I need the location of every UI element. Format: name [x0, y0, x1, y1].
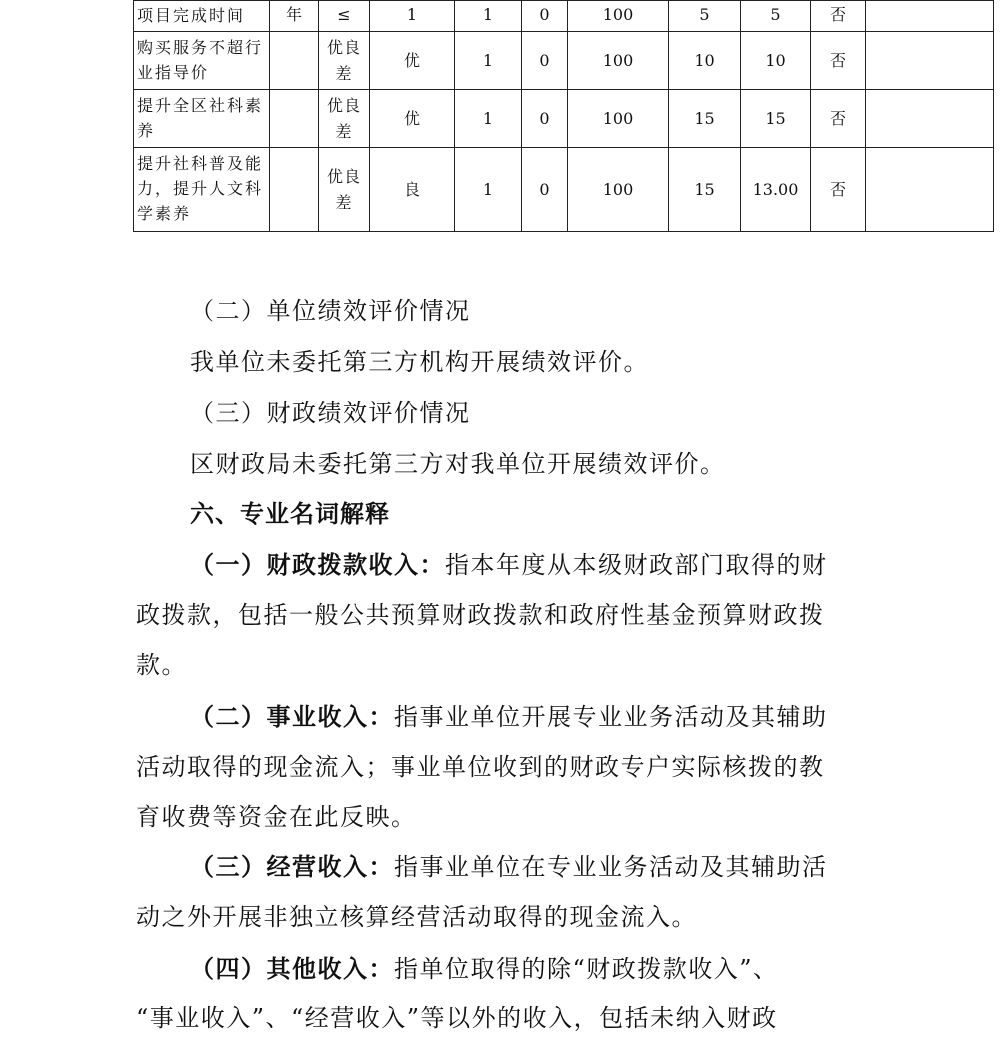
glossary-term-label: （三）经营收入： — [190, 853, 394, 881]
indicator-high: 100 — [568, 90, 669, 148]
indicator-note — [866, 32, 994, 90]
performance-indicator-table — [133, 0, 994, 232]
indicator-note — [866, 90, 994, 148]
section-heading-glossary: 六、专业名词解释 — [190, 500, 390, 528]
indicator-comparator: 优良差 — [319, 32, 370, 90]
indicator-low: 0 — [522, 1, 568, 32]
glossary-term-text: 政拨款，包括一般公共预算财政拨款和政府性基金预算财政拨 — [136, 601, 825, 629]
indicator-target: 良 — [370, 148, 455, 232]
indicator-name: 购买服务不超行业指导价 — [134, 32, 270, 90]
glossary-term-line — [190, 700, 828, 734]
indicator-unit: 年 — [270, 1, 319, 32]
indicator-low: 0 — [522, 90, 568, 148]
table-row — [134, 90, 994, 148]
indicator-unit — [270, 32, 319, 90]
indicator-flag: 否 — [811, 90, 866, 148]
indicator-note — [866, 148, 994, 232]
section-body-unit-evaluation: 我单位未委托第三方机构开展绩效评价。 — [190, 348, 649, 376]
indicator-name: 项目完成时间 — [134, 1, 270, 32]
indicator-name: 提升全区社科素养 — [134, 90, 270, 148]
glossary-term-line — [190, 952, 779, 986]
glossary-term-text: 指单位取得的除“财政拨款收入”、 — [394, 955, 779, 983]
indicator-actual: 15 — [741, 90, 811, 148]
indicator-name: 提升社科普及能力，提升人文科学素养 — [134, 148, 270, 232]
glossary-term-line — [190, 850, 828, 884]
indicator-score: 15 — [669, 148, 741, 232]
indicator-note — [866, 1, 994, 32]
indicator-high: 100 — [568, 32, 669, 90]
indicator-flag: 否 — [811, 32, 866, 90]
glossary-term-text: “事业收入”、“经营收入”等以外的收入，包括未纳入财政 — [136, 1004, 778, 1032]
glossary-term-text: 指事业单位在专业业务活动及其辅助活 — [394, 853, 828, 881]
table-row — [134, 1, 994, 32]
glossary-term-text: 动之外开展非独立核算经营活动取得的现金流入。 — [136, 903, 697, 931]
indicator-weight: 1 — [455, 32, 522, 90]
glossary-term-text: 指事业单位开展专业业务活动及其辅助 — [394, 703, 828, 731]
indicator-target: 优 — [370, 32, 455, 90]
indicator-actual: 10 — [741, 32, 811, 90]
table-row — [134, 148, 994, 232]
indicator-flag: 否 — [811, 1, 866, 32]
indicator-high: 100 — [568, 148, 669, 232]
indicator-score: 15 — [669, 90, 741, 148]
indicator-low: 0 — [522, 32, 568, 90]
section-body-finance-evaluation: 区财政局未委托第三方对我单位开展绩效评价。 — [190, 450, 726, 478]
glossary-term-text: 指本年度从本级财政部门取得的财 — [445, 551, 828, 579]
glossary-term-label: （四）其他收入： — [190, 955, 394, 983]
indicator-low: 0 — [522, 148, 568, 232]
indicator-target: 1 — [370, 1, 455, 32]
glossary-term-text: 育收费等资金在此反映。 — [136, 803, 417, 831]
indicator-score: 5 — [669, 1, 741, 32]
section-heading-finance-evaluation: （三）财政绩效评价情况 — [190, 399, 471, 427]
glossary-term-text: 款。 — [136, 651, 187, 679]
indicator-weight: 1 — [455, 148, 522, 232]
indicator-weight: 1 — [455, 90, 522, 148]
glossary-term-text: 活动取得的现金流入；事业单位收到的财政专户实际核拨的教 — [136, 753, 825, 781]
glossary-term-label: （二）事业收入： — [190, 703, 394, 731]
indicator-actual: 13.00 — [741, 148, 811, 232]
indicator-comparator: 优良差 — [319, 90, 370, 148]
indicator-comparator: ≤ — [319, 1, 370, 32]
glossary-term-line — [190, 548, 828, 582]
section-heading-unit-evaluation: （二）单位绩效评价情况 — [190, 297, 471, 325]
glossary-term-label: （一）财政拨款收入： — [190, 551, 445, 579]
indicator-unit — [270, 148, 319, 232]
indicator-score: 10 — [669, 32, 741, 90]
indicator-actual: 5 — [741, 1, 811, 32]
indicator-unit — [270, 90, 319, 148]
indicator-target: 优 — [370, 90, 455, 148]
indicator-weight: 1 — [455, 1, 522, 32]
indicator-high: 100 — [568, 1, 669, 32]
indicator-flag: 否 — [811, 148, 866, 232]
indicator-comparator: 优良差 — [319, 148, 370, 232]
table-row — [134, 32, 994, 90]
